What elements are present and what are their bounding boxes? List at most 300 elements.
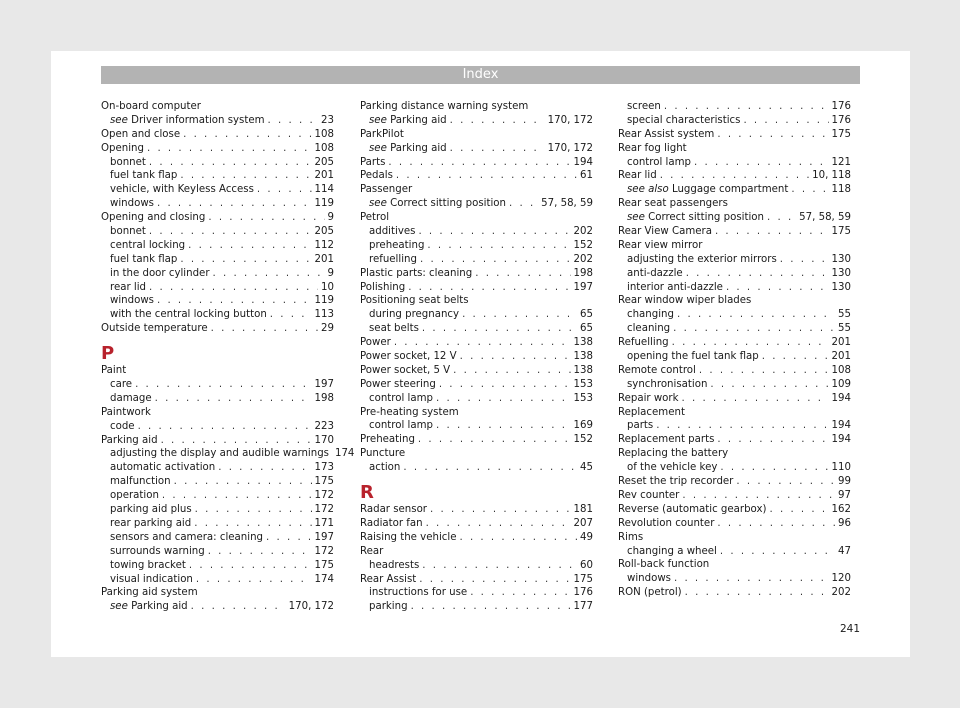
entry-term	[110, 169, 177, 183]
entry-text: control lamp	[369, 392, 434, 404]
entry-text: Repair work	[618, 392, 679, 404]
index-subentry	[101, 169, 334, 183]
entry-page-number: 170, 172	[547, 142, 593, 154]
entry-text: Plastic parts: cleaning	[360, 267, 473, 279]
entry-text: during pregnancy	[369, 309, 460, 321]
entry-term	[618, 475, 733, 489]
entry-term	[360, 156, 385, 170]
entry-text: Luggage compartment	[671, 184, 789, 196]
dot-leader	[420, 253, 571, 267]
entry-page-number: 175	[314, 559, 334, 571]
see-reference: see	[369, 114, 387, 126]
entry-term	[110, 239, 185, 253]
dot-leader	[257, 183, 312, 197]
entry-page-number: 97	[838, 489, 851, 501]
entry-term	[618, 433, 714, 447]
index-subentry	[618, 253, 851, 267]
index-heading: Pre-heating system	[360, 406, 459, 418]
dot-leader	[419, 573, 570, 587]
index-subentry	[101, 545, 334, 559]
entry-page-number: 202	[573, 253, 593, 265]
entry-term	[110, 517, 191, 531]
entry-page-number: 171	[314, 517, 334, 529]
entry-text: Open and close	[101, 128, 181, 140]
entry-page-number: 170	[314, 434, 334, 446]
index-heading: Petrol	[360, 212, 390, 224]
entry-page-number: 175	[314, 476, 334, 488]
entry-page-number: 109	[831, 378, 851, 390]
entry-text: RON (petrol)	[618, 587, 682, 599]
entry-page-number: 57, 58, 59	[541, 198, 593, 210]
dot-leader	[672, 336, 829, 350]
entry-text: Power socket, 12 V	[360, 351, 457, 363]
dot-leader	[439, 378, 571, 392]
index-entry	[618, 517, 851, 531]
entry-term	[618, 225, 712, 239]
index-entry	[360, 573, 593, 587]
index-subentry	[101, 156, 334, 170]
entry-page-number: 202	[831, 587, 851, 599]
entry-page-number: 181	[573, 504, 593, 516]
entry-term	[369, 239, 424, 253]
entry-page-number: 114	[314, 184, 334, 196]
entry-text: anti-dazzle	[627, 267, 683, 279]
index-entry	[618, 475, 851, 489]
entry-text: Radar sensor	[360, 504, 427, 516]
dot-leader	[196, 573, 312, 587]
index-subentry	[618, 419, 851, 433]
entry-term	[110, 281, 146, 295]
entry-page-number: 175	[573, 573, 593, 585]
dot-leader	[459, 531, 577, 545]
index-subentry	[101, 253, 334, 267]
index-subentry	[101, 517, 334, 531]
entry-term	[110, 475, 171, 489]
dot-leader	[191, 600, 286, 614]
entry-text: Rear Assist	[360, 573, 417, 585]
index-heading: ParkPilot	[360, 128, 404, 140]
entry-term	[360, 336, 391, 350]
entry-term	[627, 100, 661, 114]
dot-leader	[685, 586, 829, 600]
entry-text: changing	[627, 309, 674, 321]
entry-text: parking	[369, 601, 408, 613]
index-subentry	[360, 253, 593, 267]
entry-page-number: 152	[573, 239, 593, 251]
entry-page-number: 119	[314, 198, 334, 210]
entry-page-number: 108	[831, 364, 851, 376]
index-heading: On-board computer	[101, 101, 201, 112]
dot-leader	[430, 503, 571, 517]
dot-leader	[450, 142, 545, 156]
entry-text: Correct sitting position	[648, 212, 764, 224]
entry-term	[627, 156, 691, 170]
entry-text: seat belts	[369, 323, 419, 335]
entry-text: Reverse (automatic gearbox)	[618, 503, 767, 515]
entry-term	[360, 350, 457, 364]
index-entry	[101, 142, 334, 156]
dot-leader	[462, 308, 577, 322]
entry-page-number: 9	[327, 212, 334, 224]
entry-term	[110, 447, 329, 461]
entry-text: action	[369, 462, 401, 474]
index-entry	[360, 156, 593, 170]
dot-leader	[422, 559, 577, 573]
dot-leader	[450, 114, 545, 128]
entry-text: surrounds warning	[110, 545, 205, 557]
entry-term	[110, 225, 146, 239]
dot-leader	[155, 392, 312, 406]
entry-term	[627, 281, 723, 295]
entry-page-number: 23	[321, 114, 334, 126]
entry-text: Reset the trip recorder	[618, 476, 734, 488]
entry-page-number: 153	[573, 378, 593, 390]
entry-text: rear lid	[110, 281, 147, 293]
entry-term	[627, 461, 717, 475]
index-subentry	[101, 392, 334, 406]
entry-page-number: 170, 172	[547, 114, 593, 126]
entry-term	[360, 503, 427, 517]
entry-text: Outside temperature	[101, 323, 208, 335]
entry-term	[369, 586, 467, 600]
entry-page-number: 10	[321, 281, 334, 293]
entry-term	[627, 572, 671, 586]
dot-leader	[157, 197, 312, 211]
index-subentry	[360, 142, 593, 156]
dot-leader	[268, 114, 318, 128]
entry-page-number: 172	[314, 545, 334, 557]
entry-page-number: 205	[314, 226, 334, 238]
entry-text: refuelling	[369, 253, 417, 265]
index-entry	[360, 517, 593, 531]
entry-term	[110, 378, 132, 392]
dot-leader	[162, 489, 312, 503]
entry-page-number: 110	[831, 462, 851, 474]
dot-leader	[660, 169, 809, 183]
entry-term	[110, 489, 159, 503]
entry-term	[360, 517, 423, 531]
entry-term	[110, 392, 152, 406]
entry-text: bonnet	[110, 156, 146, 168]
entry-text: windows	[110, 295, 154, 307]
index-entry	[618, 392, 851, 406]
index-entry	[360, 350, 593, 364]
entry-term	[110, 183, 254, 197]
dot-leader	[694, 156, 829, 170]
dot-leader	[418, 433, 571, 447]
entry-term	[627, 378, 707, 392]
entry-text: Preheating	[360, 434, 415, 446]
dot-leader	[720, 461, 828, 475]
entry-page-number: 201	[314, 170, 334, 182]
dot-leader	[475, 267, 570, 281]
index-subentry	[101, 183, 334, 197]
entry-term	[369, 600, 408, 614]
dot-leader	[266, 531, 312, 545]
index-subentry	[101, 239, 334, 253]
see-reference: see	[110, 601, 128, 613]
entry-page-number: 207	[573, 517, 593, 529]
entry-term	[369, 392, 433, 406]
index-subentry	[101, 281, 334, 295]
entry-page-number: 176	[831, 114, 851, 126]
index-subentry	[618, 545, 851, 559]
dot-leader	[189, 559, 312, 573]
dot-leader	[208, 211, 324, 225]
entry-text: Parts	[360, 156, 386, 168]
index-subentry	[618, 281, 851, 295]
entry-text: malfunction	[110, 476, 171, 488]
index-entry	[360, 336, 593, 350]
see-reference: see also	[627, 184, 669, 196]
entry-text: Driver information system	[131, 114, 265, 126]
entry-page-number: 138	[573, 351, 593, 363]
index-subentry	[101, 197, 334, 211]
dot-leader	[682, 392, 829, 406]
index-subentry	[101, 308, 334, 322]
index-subentry	[618, 114, 851, 128]
dot-leader	[183, 128, 311, 142]
dot-leader	[677, 308, 835, 322]
entry-page-number: 194	[831, 392, 851, 404]
index-subentry	[101, 475, 334, 489]
entry-term	[369, 322, 419, 336]
index-entry	[618, 489, 851, 503]
index-column-2	[360, 100, 593, 614]
entry-page-number: 198	[573, 267, 593, 279]
dot-leader	[149, 156, 312, 170]
entry-text: Rear Assist system	[618, 128, 715, 140]
index-entry	[618, 433, 851, 447]
entry-term	[110, 197, 154, 211]
index-heading: Rear window wiper blades	[618, 295, 752, 307]
entry-page-number: 49	[580, 531, 593, 543]
see-reference: see	[369, 142, 387, 154]
dot-leader	[135, 378, 311, 392]
entry-text: Radiator fan	[360, 517, 423, 529]
index-subentry	[101, 600, 334, 614]
entry-page-number: 162	[831, 503, 851, 515]
dot-leader	[436, 419, 571, 433]
dot-leader	[686, 267, 829, 281]
entry-page-number: 194	[573, 156, 593, 168]
index-subentry	[101, 489, 334, 503]
index-subentry	[101, 531, 334, 545]
index-heading: Rear fog light	[618, 142, 687, 154]
entry-page-number: 45	[580, 462, 593, 474]
entry-term	[101, 142, 144, 156]
entry-page-number: 202	[573, 226, 593, 238]
entry-term	[627, 114, 740, 128]
index-subentry	[618, 183, 851, 197]
dot-leader	[769, 503, 828, 517]
index-subentry	[101, 294, 334, 308]
page-header: Index	[101, 66, 860, 84]
index-entry	[360, 503, 593, 517]
entry-page-number: 169	[573, 420, 593, 432]
dot-leader	[213, 267, 325, 281]
index-subentry	[360, 419, 593, 433]
index-entry	[360, 378, 593, 392]
section-letter: R	[360, 482, 374, 504]
dot-leader	[664, 100, 829, 114]
entry-text: Parking aid	[101, 434, 158, 446]
entry-page-number: 130	[831, 281, 851, 293]
index-subentry	[618, 350, 851, 364]
entry-page-number: 174	[314, 573, 334, 585]
dot-leader	[157, 294, 312, 308]
index-subentry	[360, 308, 593, 322]
entry-page-number: 130	[831, 267, 851, 279]
dot-leader	[394, 336, 571, 350]
entry-term	[369, 559, 419, 573]
index-heading: Positioning seat belts	[360, 295, 469, 307]
dot-leader	[674, 572, 829, 586]
entry-page-number: 55	[838, 309, 851, 321]
index-heading: Parking aid system	[101, 587, 198, 599]
dot-leader	[418, 225, 570, 239]
entry-text: additives	[369, 226, 416, 238]
index-heading: Roll-back function	[618, 559, 710, 571]
dot-leader	[422, 322, 577, 336]
entry-text: central locking	[110, 239, 186, 251]
index-entry	[101, 434, 334, 448]
entry-text: fuel tank flap	[110, 170, 178, 182]
dot-leader	[195, 503, 312, 517]
entry-page-number: 112	[314, 239, 334, 251]
entry-text: Opening and closing	[101, 212, 206, 224]
dot-leader	[767, 211, 796, 225]
entry-page-number: 55	[838, 323, 851, 335]
entry-text: adjusting the exterior mirrors	[627, 253, 777, 265]
index-entry	[101, 128, 334, 142]
index-subentry	[101, 378, 334, 392]
entry-page-number: 138	[573, 364, 593, 376]
entry-text: interior anti-dazzle	[627, 281, 723, 293]
dot-leader	[699, 364, 829, 378]
entry-page-number: 120	[831, 573, 851, 585]
entry-page-number: 119	[314, 295, 334, 307]
index-subentry	[360, 239, 593, 253]
dot-leader	[509, 197, 538, 211]
entry-term	[101, 128, 180, 142]
entry-page-number: 197	[314, 379, 334, 391]
index-heading: Rear view mirror	[618, 239, 703, 251]
entry-term	[369, 419, 433, 433]
dot-leader	[673, 322, 835, 336]
entry-term	[110, 114, 265, 128]
section-letter: P	[101, 343, 115, 365]
dot-leader	[188, 239, 311, 253]
dot-leader	[161, 434, 312, 448]
entry-page-number: 10, 118	[812, 170, 851, 182]
index-heading: Rear seat passengers	[618, 198, 728, 210]
dot-leader	[388, 156, 570, 170]
entry-text: headrests	[369, 559, 420, 571]
entry-page-number: 170, 172	[288, 601, 334, 613]
dot-leader	[726, 281, 829, 295]
entry-term	[360, 378, 436, 392]
entry-page-number: 176	[831, 101, 851, 112]
entry-page-number: 197	[314, 531, 334, 543]
index-heading: Rear	[360, 545, 384, 557]
entry-page-number: 60	[580, 559, 593, 571]
index-heading: Puncture	[360, 448, 406, 460]
entry-text: Raising the vehicle	[360, 531, 457, 543]
entry-term	[110, 253, 177, 267]
entry-page-number: 175	[831, 128, 851, 140]
index-subentry	[618, 322, 851, 336]
entry-text: Power socket, 5 V	[360, 364, 451, 376]
entry-page-number: 172	[314, 490, 334, 502]
entry-term	[101, 434, 158, 448]
entry-text: Correct sitting position	[390, 198, 506, 210]
entry-term	[369, 253, 417, 267]
entry-text: changing a wheel	[627, 545, 717, 557]
entry-page-number: 96	[838, 517, 851, 529]
entry-term	[110, 503, 192, 517]
entry-page-number: 99	[838, 476, 851, 488]
entry-text: rear parking aid	[110, 517, 192, 529]
entry-term	[110, 531, 263, 545]
dot-leader	[149, 225, 312, 239]
entry-text: Opening	[101, 142, 144, 154]
entry-page-number: 118	[831, 184, 851, 196]
entry-term	[110, 600, 188, 614]
dot-leader	[736, 475, 835, 489]
index-entry	[618, 336, 851, 350]
entry-term	[369, 461, 400, 475]
entry-term	[360, 573, 416, 587]
dot-leader	[717, 433, 828, 447]
index-column-3	[618, 100, 851, 600]
index-entry	[360, 281, 593, 295]
entry-text: operation	[110, 490, 159, 502]
index-entry	[101, 211, 334, 225]
index-subentry	[360, 586, 593, 600]
entry-text: towing bracket	[110, 559, 186, 571]
entry-term	[360, 364, 450, 378]
dot-leader	[717, 128, 828, 142]
index-subentry	[618, 100, 851, 114]
entry-text: Power	[360, 337, 391, 349]
entry-page-number: 130	[831, 253, 851, 265]
entry-text: instructions for use	[369, 587, 468, 599]
entry-term	[369, 197, 506, 211]
entry-page-number: 175	[831, 226, 851, 238]
see-reference: see	[110, 114, 128, 126]
entry-page-number: 57, 58, 59	[799, 212, 851, 224]
index-heading: Rims	[618, 531, 644, 543]
entry-text: preheating	[369, 239, 425, 251]
entry-text: parking aid plus	[110, 504, 192, 516]
entry-term	[110, 267, 210, 281]
dot-leader	[715, 225, 829, 239]
entry-page-number: 108	[314, 128, 334, 140]
entry-page-number: 223	[314, 420, 334, 432]
entry-text: control lamp	[627, 156, 692, 168]
index-subentry	[101, 420, 334, 434]
entry-term	[618, 503, 766, 517]
entry-page-number: 194	[831, 434, 851, 446]
entry-page-number: 198	[314, 392, 334, 404]
entry-text: windows	[627, 573, 671, 585]
entry-term	[360, 531, 456, 545]
dot-leader	[270, 308, 312, 322]
entry-page-number: 197	[573, 281, 593, 293]
entry-page-number: 201	[831, 351, 851, 363]
entry-page-number: 65	[580, 323, 593, 335]
